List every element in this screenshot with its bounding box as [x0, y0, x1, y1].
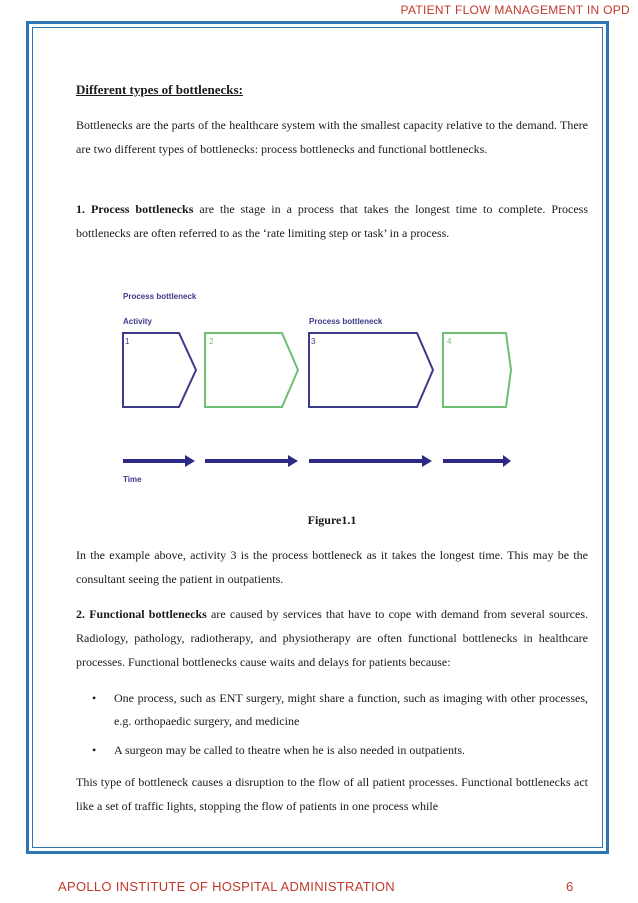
process-figure	[112, 285, 512, 485]
activity-4-shape	[443, 333, 511, 407]
time-arrows	[123, 455, 511, 467]
activity-3-shape	[309, 333, 433, 407]
process-paragraph	[76, 197, 588, 245]
functional-text: are caused by services that have to cope with demand from several sources. Radiology, pathology, radiotherapy, and physiotherapy are often functional bottlenecks in healthcare processes. Functional bottlenecks cause waits and delays for patients because:	[76, 607, 588, 669]
activity-3-number: 3	[311, 337, 316, 346]
figure-caption: Figure1.1	[307, 513, 357, 527]
functional-paragraph-block	[76, 602, 588, 674]
process-bottleneck-label-2: Process bottleneck	[309, 317, 383, 326]
figure-caption-block	[76, 508, 588, 532]
activity-label: Activity	[123, 317, 152, 326]
bullet-item-text: A surgeon may be called to theatre when he is also needed in outpatients.	[114, 743, 466, 757]
bullet-item-text: One process, such as ENT surgery, might share a function, such as imaging with other processes, e.g. orthopaedic surgery, and medicine	[114, 691, 588, 728]
closing-paragraph: This type of bottleneck causes a disruption to the flow of all patient processes. Functional bottlenecks act like a set of traffic lights, stopping the flow of patients in one process while	[76, 775, 588, 813]
functional-label: 2. Functional bottlenecks	[76, 607, 207, 621]
bullet-icon: •	[92, 691, 97, 705]
time-arrow-2	[205, 455, 298, 467]
section-heading: Different types of bottlenecks:	[76, 82, 243, 97]
footer-institute: APOLLO INSTITUTE OF HOSPITAL ADMINISTRATION	[58, 879, 395, 894]
intro-paragraph: Bottlenecks are the parts of the healthcare system with the smallest capacity relative to the demand. There are two different types of bottlenecks: process bottlenecks and functional bottlenecks.	[76, 118, 588, 156]
process-text: are the stage in a process that takes the longest time to complete. Process bottlenecks are often referred to as the ‘rate limiting step or task’ in a process.	[76, 202, 588, 240]
example-paragraph-block	[76, 543, 588, 591]
time-label: Time	[123, 475, 142, 484]
process-label: 1. Process bottlenecks	[76, 202, 194, 216]
time-arrow-1	[123, 455, 195, 467]
bullet-item	[76, 687, 588, 733]
time-arrow-3	[309, 455, 432, 467]
activity-1-number: 1	[125, 337, 130, 346]
process-diagram	[112, 285, 512, 485]
activity-2-shape	[205, 333, 298, 407]
bullet-list-block	[76, 687, 588, 762]
example-paragraph: In the example above, activity 3 is the process bottleneck as it takes the longest time. This may be the consultant seeing the patient in outpatients.	[76, 548, 588, 586]
intro-paragraph-block	[76, 113, 588, 161]
activity-1-shape	[123, 333, 196, 407]
activity-2-number: 2	[209, 337, 214, 346]
bullet-list	[76, 687, 588, 762]
functional-paragraph	[76, 602, 588, 674]
bullet-icon: •	[92, 743, 97, 757]
process-bottleneck-label-1: Process bottleneck	[123, 292, 197, 301]
section-heading-block	[76, 78, 588, 102]
process-paragraph-block	[76, 197, 588, 245]
footer-page-number: 6	[566, 879, 574, 894]
bullet-item	[76, 739, 588, 762]
closing-paragraph-block	[76, 770, 588, 818]
time-arrow-4	[443, 455, 511, 467]
activity-4-number: 4	[447, 337, 452, 346]
header-title: PATIENT FLOW MANAGEMENT IN OPD	[400, 3, 630, 17]
